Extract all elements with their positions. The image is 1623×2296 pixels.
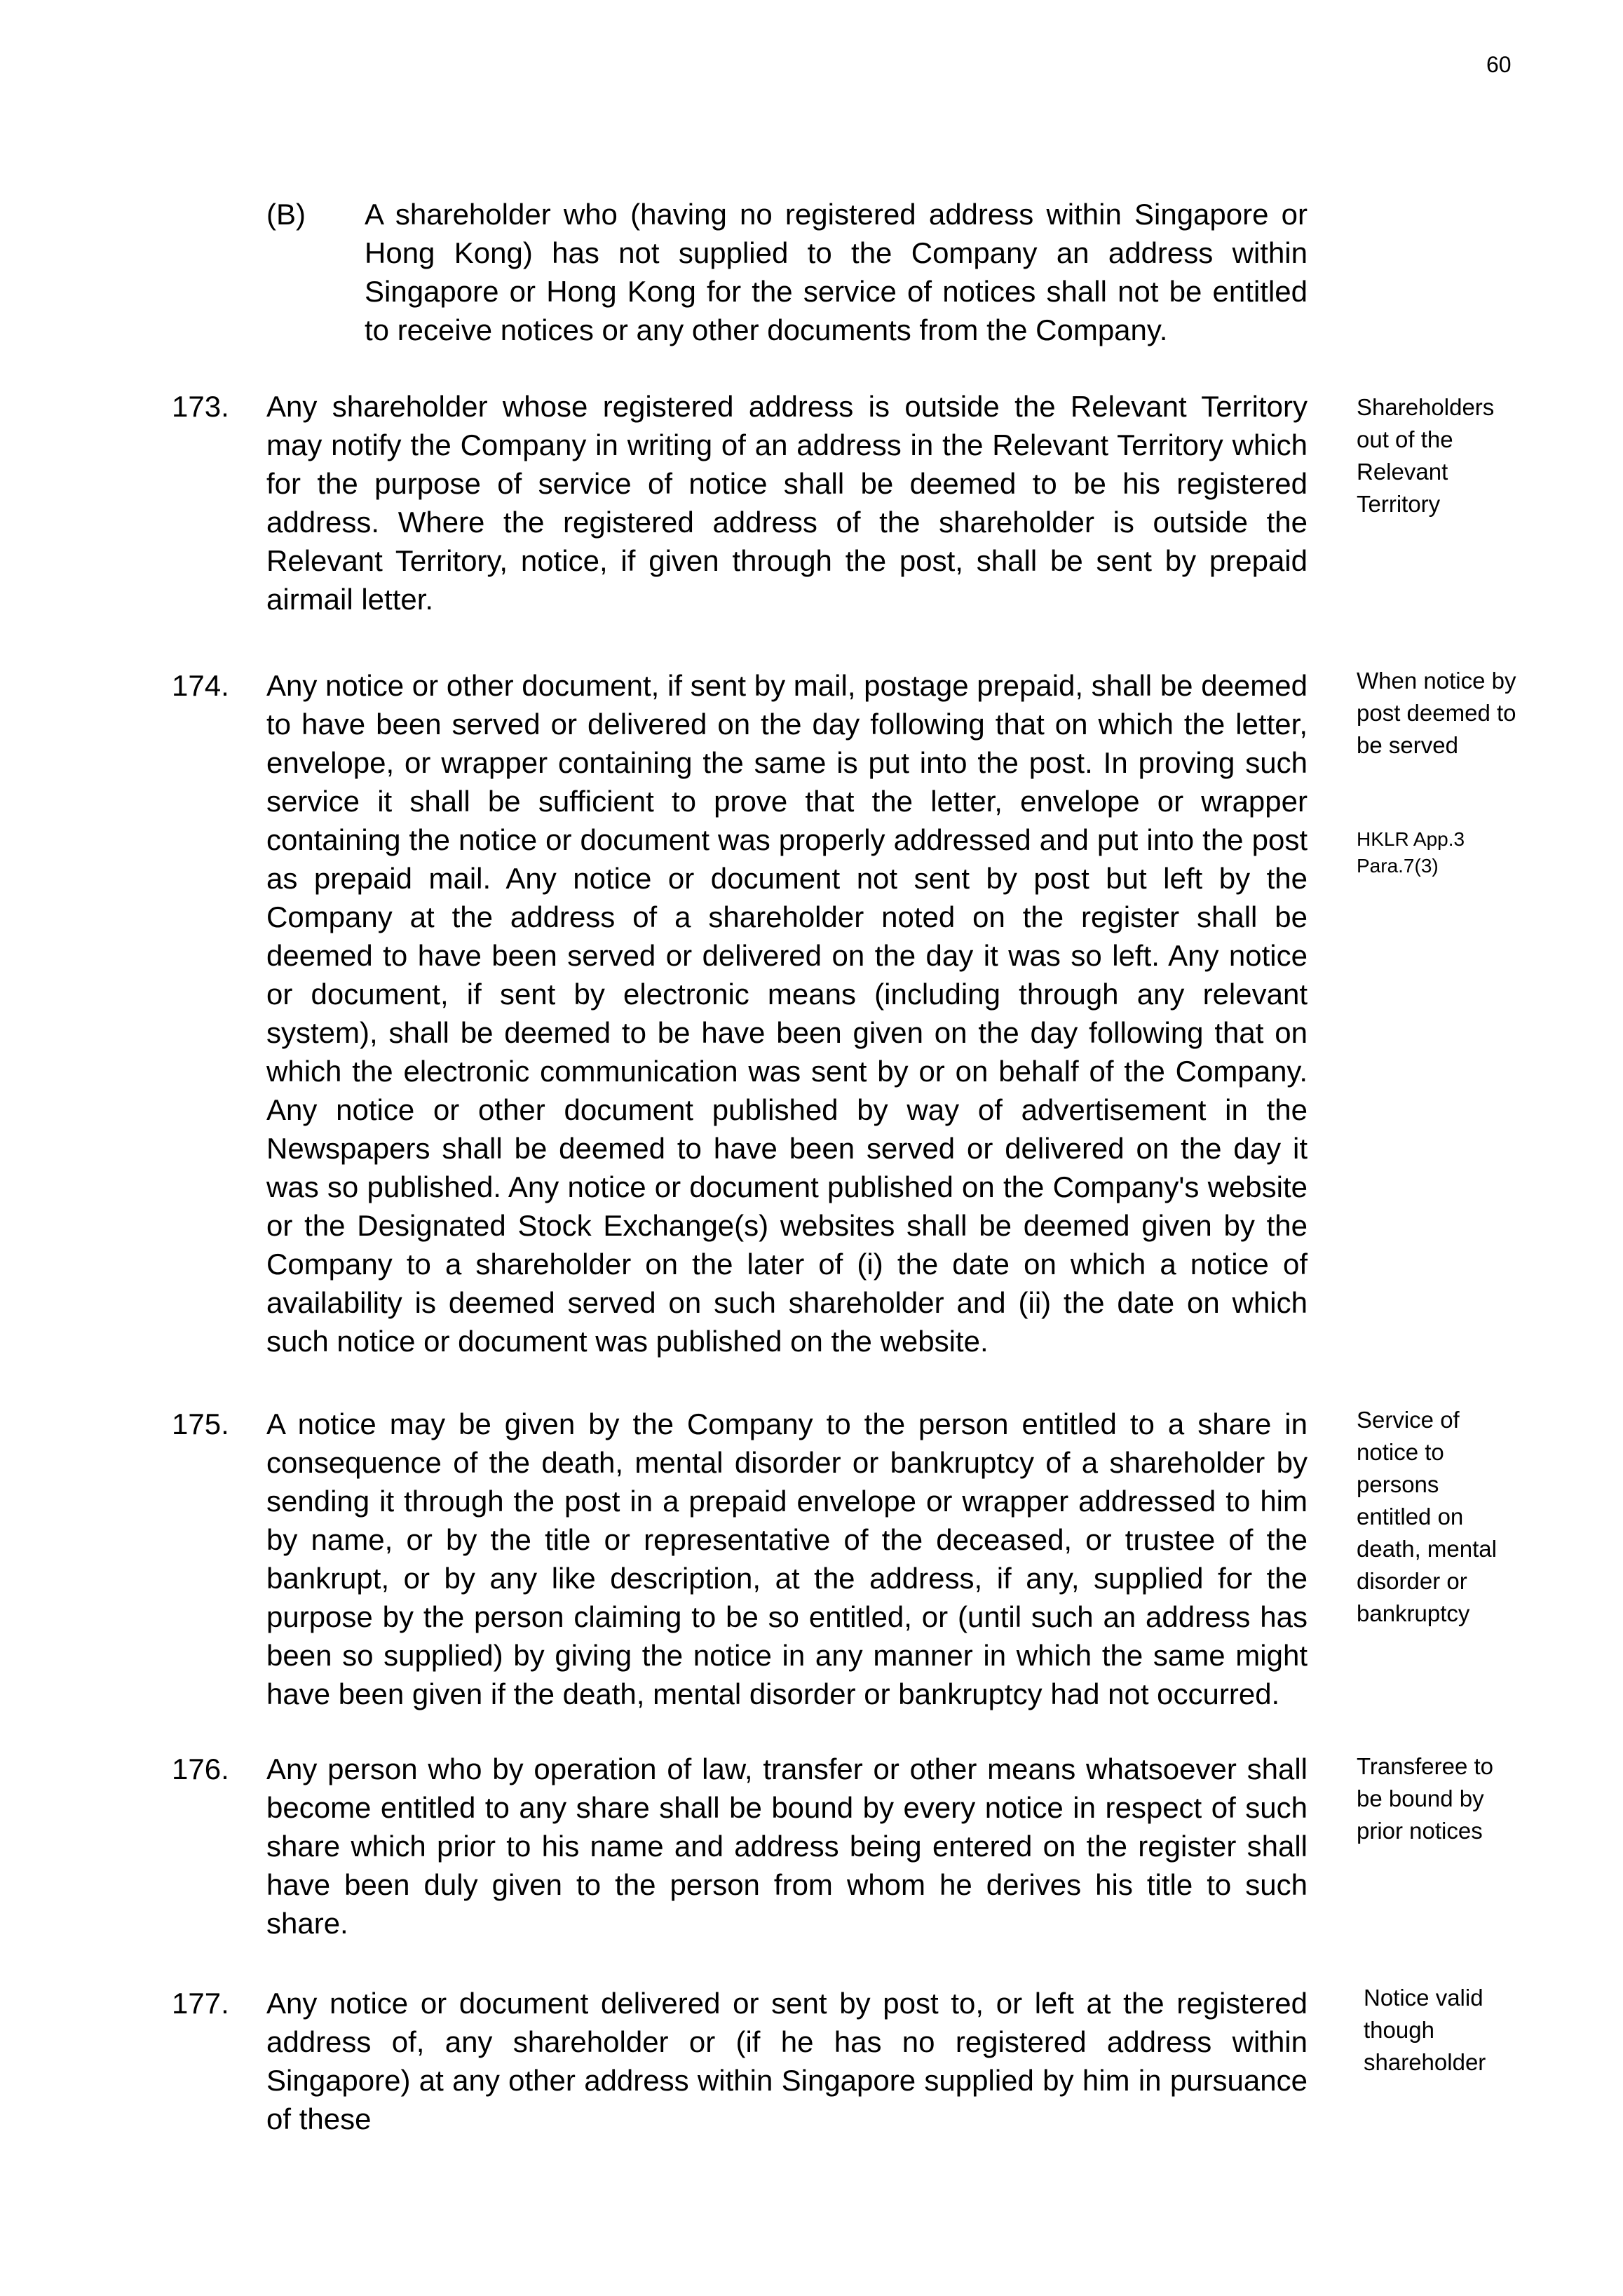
clause-number: 173. xyxy=(172,390,229,423)
clause-text: Any notice or document delivered or sent by post to, or left at the registered address of, any shareholder or (if he has no registered address within Singapore) at any other address within Singapore supplied by him in pursuance of these xyxy=(266,1987,1308,2135)
clause-number: 175. xyxy=(172,1407,229,1440)
clause-text: Any shareholder whose registered address is outside the Relevant Territory may notify the Company in writing of an address in the Relevant Territory which for the purpose of service of notice shall be deemed to be his registered address. Where the registered address of the shareholder is outside the Relevant Territory, notice, if given through the post, shall be sent by prepaid airmail letter. xyxy=(266,390,1308,616)
sub-item-text: A shareholder who (having no registered address within Singapore or Hong Kong) has not supplied to the Company an address within Singapore or Hong Kong for the service of notices shall not be entitled to receive notices or any other documents from the Company. xyxy=(365,198,1308,346)
clause-text: Any person who by operation of law, transfer or other means whatsoever shall become entitled to any share shall be bound by every notice in respect of such share which prior to his name and address being entered on the register shall have been duly given to the person from whom he derives his title to such share. xyxy=(266,1753,1308,1940)
margin-note-reference xyxy=(1357,826,1518,879)
clause-text: Any notice or other document, if sent by mail, postage prepaid, shall be deemed to have been served or delivered on the day following that on which the letter, envelope, or wrapper containing the same is put into the post. In proving such service it shall be sufficient to prove that the letter, envelope or wrapper containing the notice or document was properly addressed and put into the post as prepaid mail. Any notice or document not sent by post but left by the Company at the address of a shareholder noted on the register shall be deemed to have been served or delivered on the day it was so left. Any notice or document, if sent by electronic means (including through any relevant system), shall be deemed to be have been given on the day following that on which the electronic communication was sent by or on behalf of the Company. Any notice or other document published by way of advertisement in the Newspapers shall be deemed to have been served or delivered on the day it was so published. Any notice or document published on the Company's website or the Designated Stock Exchange(s) websites shall be deemed given by the Company to a shareholder on the later of (i) the date on which a notice of availability is deemed served on such shareholder and (ii) the date on which such notice or document was published on the website. xyxy=(266,669,1308,1358)
reference-line: HKLR App.3 xyxy=(1357,828,1465,850)
sub-item-label: (B) xyxy=(266,198,306,231)
clause-number: 176. xyxy=(172,1753,229,1785)
clause-number: 177. xyxy=(172,1987,229,2020)
margin-note: When notice by post deemed to be served xyxy=(1357,668,1516,758)
page-number: 60 xyxy=(1486,52,1512,77)
margin-note: Shareholders out of the Relevant Territory xyxy=(1357,394,1495,517)
reference-line: Para.7(3) xyxy=(1357,855,1439,877)
margin-note: Notice valid though shareholder xyxy=(1364,1985,1486,2075)
clause-text: A notice may be given by the Company to the person entitled to a share in consequence of the death, mental disorder or bankruptcy of a shareholder by sending it through the post in a prepaid envelope or wrapper addressed to him by name, or by the title or representative of the deceased, or trustee of the bankrupt, or by any like description, at the address, if any, supplied for the purpose by the person claiming to be so entitled, or (until such an address has been so supplied) by giving the notice in any manner in which the same might have been given if the death, mental disorder or bankruptcy had not occurred. xyxy=(266,1407,1308,1710)
clause-number: 174. xyxy=(172,669,229,702)
margin-note: Transferee to be bound by prior notices xyxy=(1357,1753,1494,1844)
margin-note: Service of notice to persons entitled on death, mental disorder or bankruptcy xyxy=(1357,1407,1497,1626)
